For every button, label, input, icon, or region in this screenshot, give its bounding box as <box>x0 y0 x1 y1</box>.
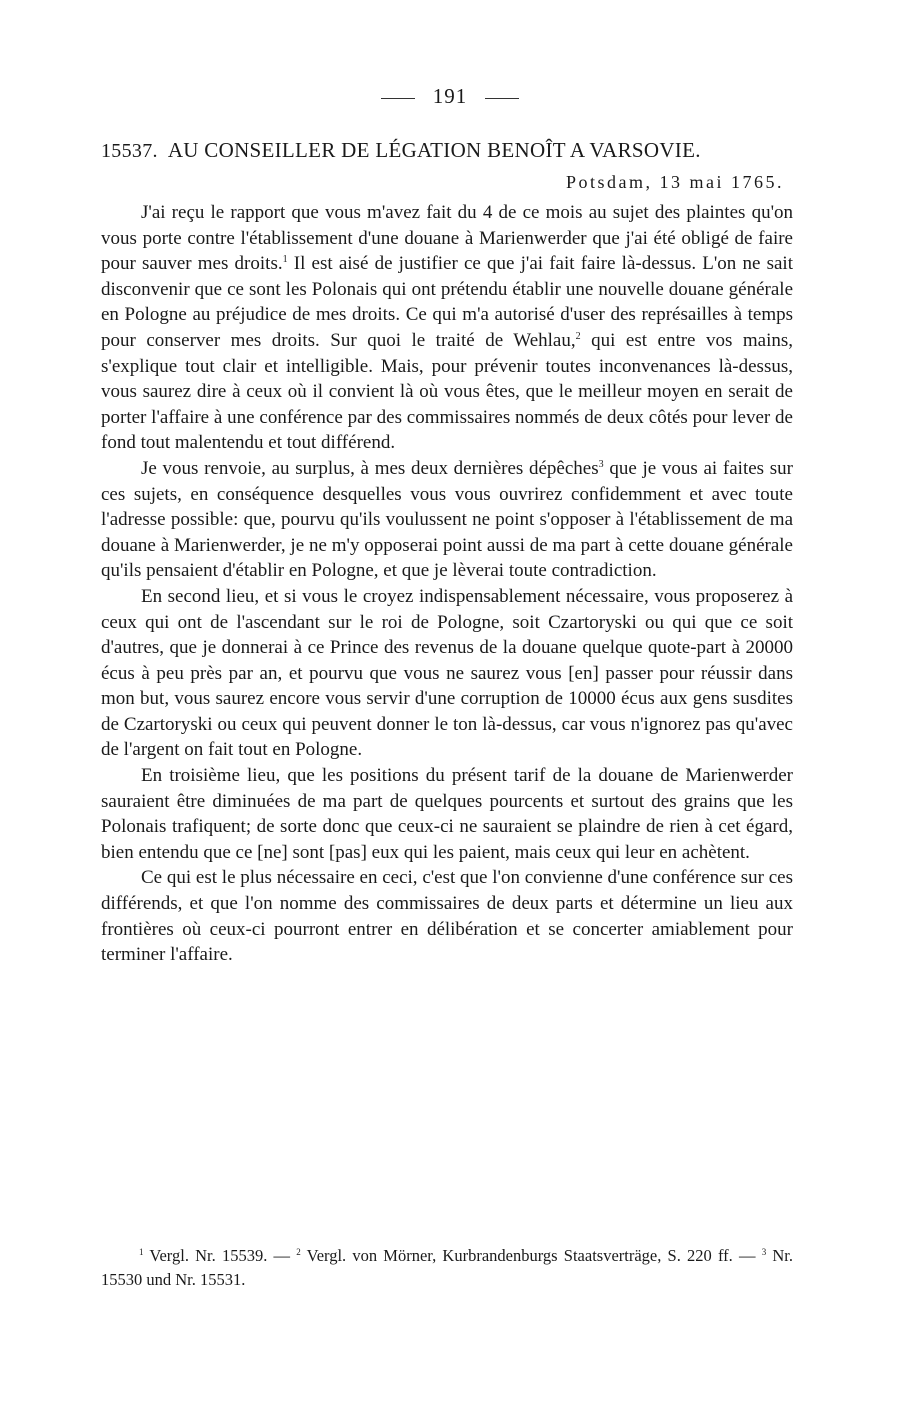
footnote-marker: 2 <box>296 1247 301 1257</box>
footnotes <box>101 1244 793 1292</box>
letter-title: AU CONSEILLER DE LÉGATION BENOÎT A VARSOVIE. <box>167 138 701 162</box>
paragraph-text: En troisième lieu, que les positions du présent tarif de la douane de Marienwerder sauraient être diminuées de ma part de quelques pourcents et surtout des grains que les Polonais trafiquent; de sorte donc que ceux-ci ne sauraient se plaindre de rien à cet égard, bien entendu que ce [ne] sont [pas] eux qui les paient, mais ceux qui leur en achètent. <box>101 765 793 863</box>
paragraph-text: qui est entre vos mains, s'explique tout clair et intelligible. Mais, pour prévenir toutes inconvenances là-dessus, vous saurez dire à ceux où il convient là où vous êtes, que le meilleur moyen en serait de porter l'affaire à une conférence par des commissaires nommés de deux côtés pour lever de fond tout malentendu et tout différend. <box>101 329 794 454</box>
footnote-text: Nr. 15530 und Nr. 15531. <box>101 1246 793 1289</box>
paragraph-text: J'ai reçu le rapport que vous m'avez fait du 4 de ce mois au sujet des plaintes qu'on vous porte contre l'établissement d'une douane à Marienwerder que j'ai été obligé de faire pour sauver mes droits. <box>101 202 793 275</box>
letter-heading <box>101 138 801 163</box>
footnote-ref: 1 <box>282 254 288 266</box>
footnote-marker: 1 <box>139 1247 144 1257</box>
paragraph <box>101 865 793 967</box>
paragraph <box>101 763 793 865</box>
footnote-text: Vergl. Nr. 15539. — <box>143 1246 297 1265</box>
paragraph <box>101 584 793 763</box>
header-rule-left <box>381 98 415 99</box>
letter-body <box>101 200 793 968</box>
letter-number: 15537. <box>101 140 158 162</box>
header-rule-right <box>485 98 519 99</box>
paragraph-text: que je vous ai faites sur ces sujets, en conséquence desquelles vous vous ouvrirez confidemment et avec toute l'adresse possible: que, pourvu qu'ils voulussent ne point s'opposer à l'établissement de ma douane à Marienwerder, je ne m'y opposerai point aussi de ma part à cette douane générale qu'ils pensaient d'établir en Pologne, et que je lèverai toute contradiction. <box>101 457 793 582</box>
paragraph <box>101 456 793 584</box>
paragraph <box>101 200 793 456</box>
page-header <box>0 84 900 109</box>
footnote-ref: 2 <box>575 330 581 342</box>
page-number: 191 <box>432 84 468 108</box>
paragraph-text: Ce qui est le plus nécessaire en ceci, c'est que l'on convienne d'une conférence sur ces différends, et que l'on nomme des commissaires de deux parts et détermine un lieu aux frontières où ceux-ci pourront entrer en délibération et se concerter amiablement pour terminer l'affaire. <box>101 867 793 966</box>
paragraph-text: En second lieu, et si vous le croyez indispensablement nécessaire, vous proposerez à ceux qui ont de l'ascendant sur le roi de Pologne, soit Czartoryski ou qui que ce soit d'autres, que je donnerai à ce Prince des revenus de la douane quelque quote-part à 20000 écus à peu près par an, et pourvu que vous ne saurez vous [en] passer pour réussir dans mon but, vous saurez encore vous servir d'une corruption de 10000 écus aux gens susdites de Czartoryski ou ceux qui peuvent donner le ton là-dessus, car vous n'ignorez pas qu'avec de l'argent on fait tout en Pologne. <box>101 585 793 761</box>
footnote-text: Vergl. von Mörner, Kurbrandenburgs Staatsverträge, S. 220 ff. — <box>300 1246 762 1265</box>
letter-dateline: Potsdam, 13 mai 1765. <box>566 172 784 192</box>
footnote-ref: 3 <box>598 458 604 470</box>
footnote-marker: 3 <box>761 1247 767 1257</box>
paragraph-text: Je vous renvoie, au surplus, à mes deux dernières dépêches <box>141 457 599 479</box>
paragraph-text: Il est aisé de justifier ce que j'ai fait faire là-dessus. L'on ne sait disconvenir que ce sont les Polonais qui ont prétendu établir une nouvelle douane générale en Pologne au préjudice de mes droits. Ce qui m'a autorisé d'user des représailles à temps pour conserver mes droits. Sur quoi le traité de Wehlau, <box>101 253 793 351</box>
